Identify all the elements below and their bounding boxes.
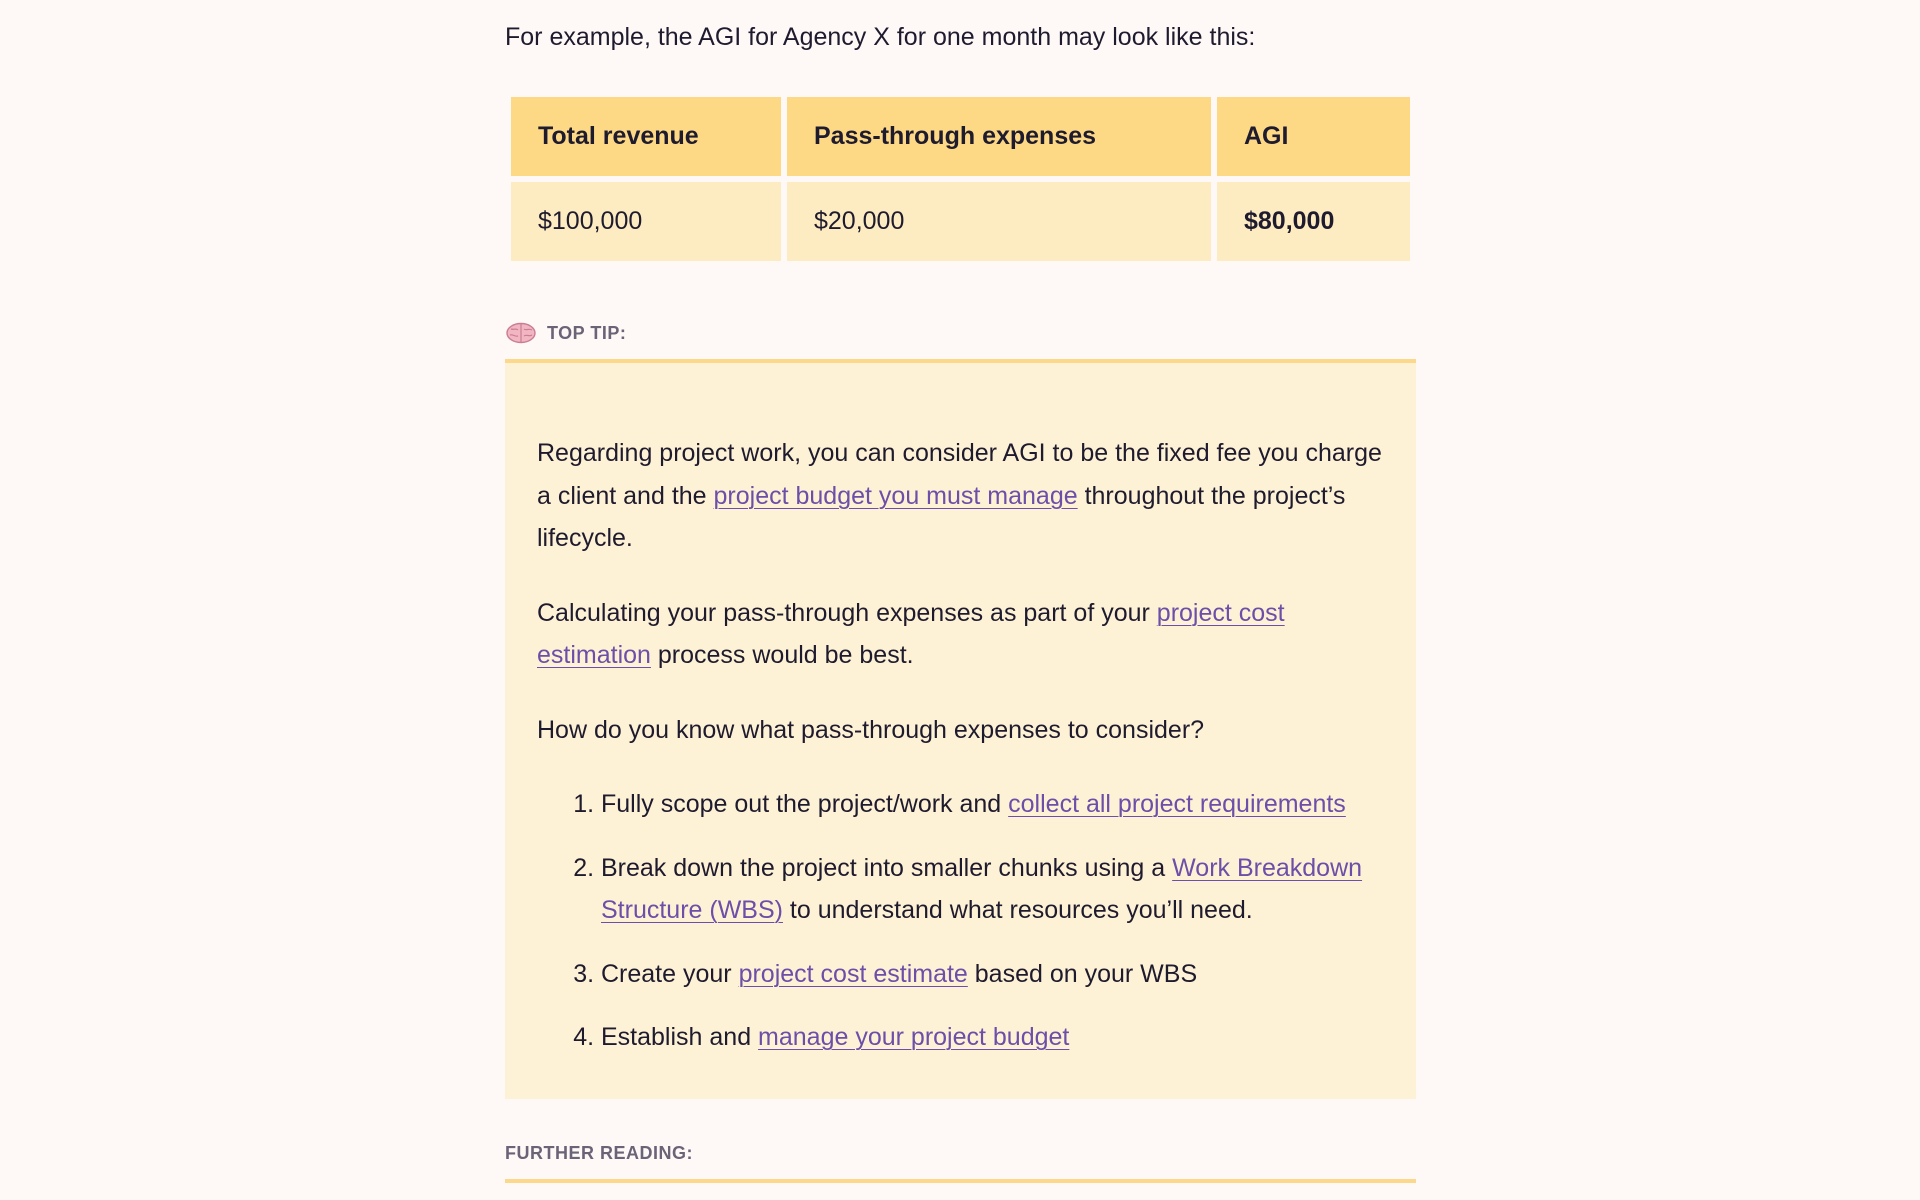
link-manage-project-budget[interactable]: manage your project budget: [758, 1023, 1070, 1051]
step-1-text-before: Fully scope out the project/work and: [601, 790, 1009, 818]
intro-paragraph: For example, the AGI for Agency X for one month may look like this:: [505, 23, 1256, 51]
link-project-cost-estimation[interactable]: project cost estimation: [537, 598, 1285, 669]
link-work-breakdown-structure[interactable]: Work Breakdown Structure (WBS): [601, 853, 1363, 924]
steps-list: [537, 783, 1386, 1059]
header-agi: AGI: [1217, 97, 1410, 176]
step-4-text-before: Establish and: [601, 1023, 759, 1051]
table-header-row: [511, 97, 1410, 176]
tip-paragraph-3: How do you know what pass-through expenses to consider?: [537, 715, 1205, 744]
header-pass-through-expenses: Pass-through expenses: [787, 97, 1211, 176]
header-total-revenue: Total revenue: [511, 97, 781, 176]
table-row: [511, 182, 1410, 261]
link-project-budget[interactable]: project budget you must manage: [713, 481, 1078, 510]
tip-paragraph-1-text-after: throughout the project’s lifecycle.: [537, 481, 1346, 552]
further-reading-divider: [505, 1179, 1416, 1183]
tip-paragraph-1: [537, 432, 1386, 560]
further-reading-label: FURTHER READING:: [505, 1143, 693, 1163]
step-2-text-after: to understand what resources you’ll need.: [782, 896, 1253, 924]
step-2-text-before: Break down the project into smaller chunks using a: [601, 853, 1173, 882]
list-item: [601, 1016, 1386, 1059]
link-project-cost-estimate[interactable]: project cost estimate: [738, 959, 968, 988]
top-tip-box: [505, 359, 1416, 1099]
tip-paragraph-2-text-after: process would be best.: [650, 641, 914, 669]
list-item: [601, 953, 1386, 996]
tip-paragraph-1-text-before: Regarding project work, you can consider AGI to be the fixed fee you charge a client and the: [537, 439, 1382, 510]
link-collect-requirements[interactable]: collect all project requirements: [1008, 790, 1346, 818]
brain-icon: [505, 321, 537, 345]
top-tip-header: [505, 318, 626, 348]
cell-pass-through-expenses: $20,000: [787, 182, 1211, 261]
step-3-text-before: Create your: [601, 959, 739, 988]
agi-table: [505, 91, 1416, 267]
tip-paragraph-2-text-before: Calculating your pass-through expenses as part of your: [537, 598, 1157, 627]
list-item: [601, 783, 1386, 826]
step-3-text-after: based on your WBS: [967, 959, 1198, 988]
top-tip-label: TOP TIP:: [547, 322, 627, 343]
cell-total-revenue: $100,000: [511, 182, 781, 261]
cell-agi: $80,000: [1217, 182, 1410, 261]
tip-paragraph-2: [537, 592, 1386, 677]
list-item: [601, 847, 1386, 932]
